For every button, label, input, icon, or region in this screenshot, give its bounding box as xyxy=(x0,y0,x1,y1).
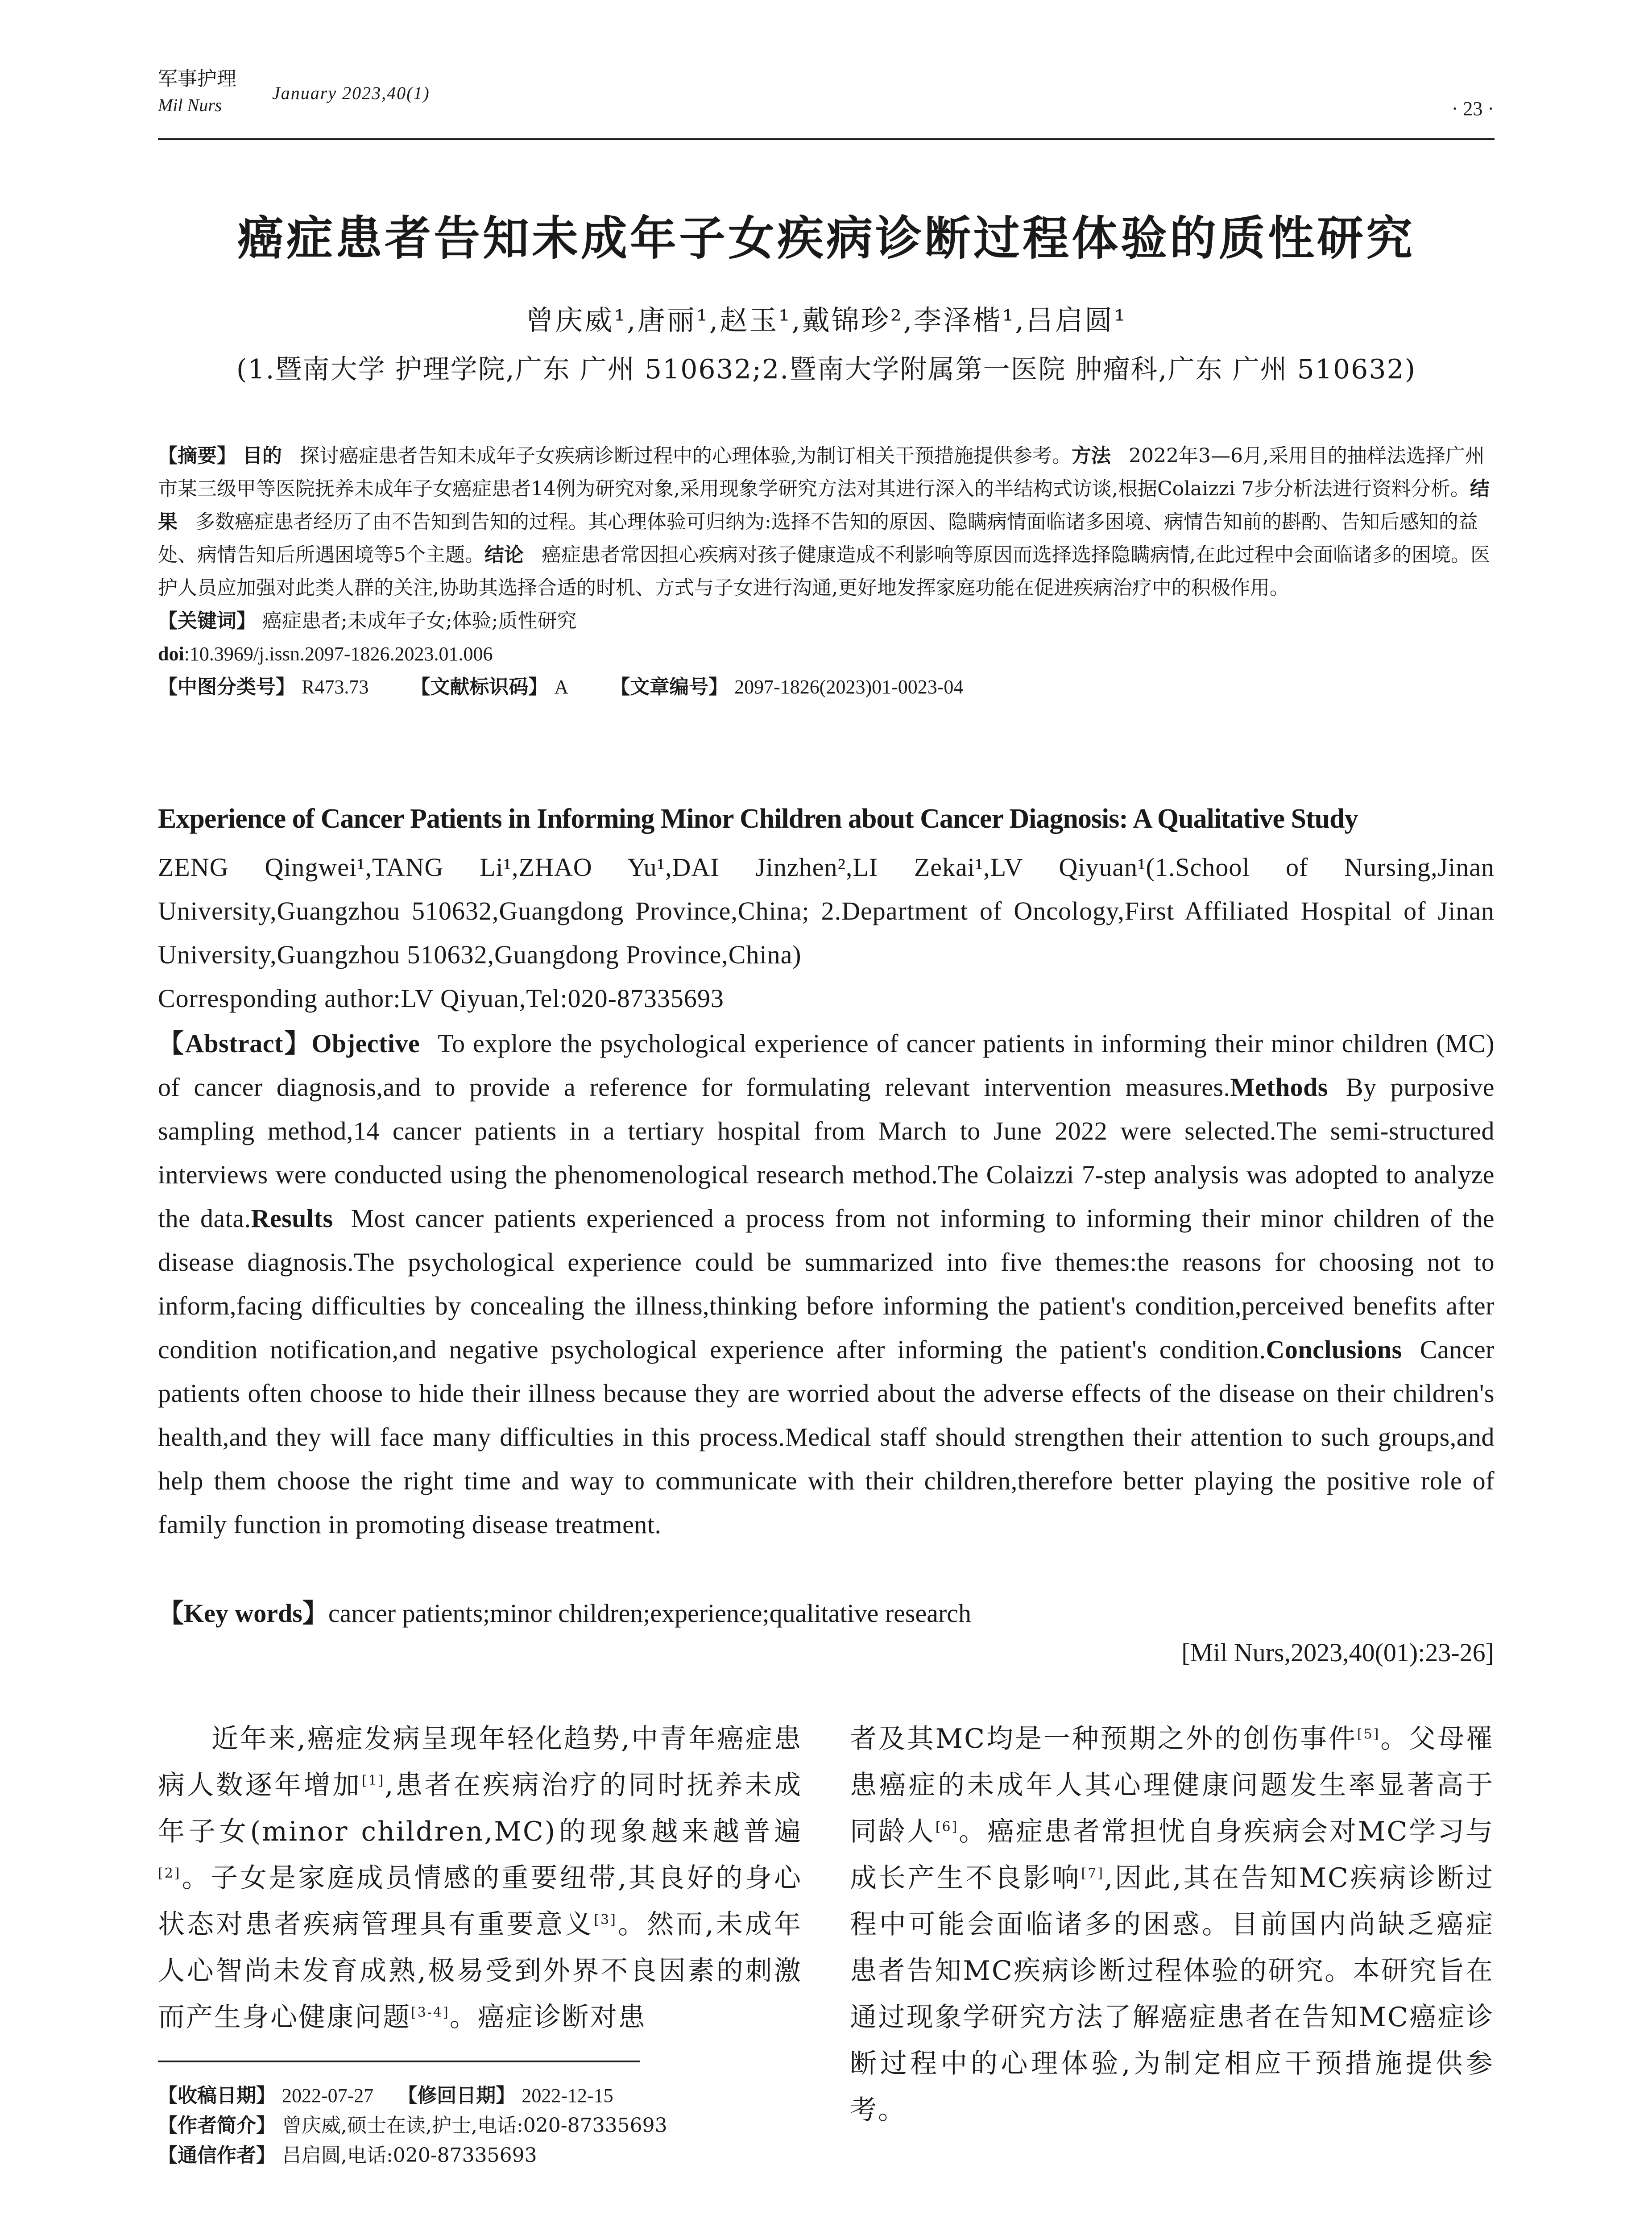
reference-link[interactable]: [7] xyxy=(1081,1866,1104,1881)
corresponding-author: Corresponding author:LV Qiyuan,Tel:020-87335693 xyxy=(158,984,724,1013)
body-text: ,患者在疾病治疗的同时抚养未成年子女(minor children,MC)的现象越来越普遍 xyxy=(158,1770,802,1847)
clc-label: 【中图分类号】 xyxy=(158,676,295,698)
doc-code-value: A xyxy=(554,676,569,698)
body-text: 。然而,未成年人心智尚未发育成熟,极易受到外界不良因素的刺激而产生身心健康问题 xyxy=(158,1909,803,2033)
reference-link[interactable]: [2] xyxy=(158,1866,181,1881)
abstract-cn-label: 【摘要】 xyxy=(158,444,236,467)
keywords-en-label: 【Key words】 xyxy=(158,1599,328,1628)
footnote-dates xyxy=(158,2079,872,2108)
objective-en-label: Objective xyxy=(311,1029,420,1058)
revised-label: 【修回日期】 xyxy=(397,2084,516,2107)
footnote-rule xyxy=(158,2061,640,2062)
body-column-left xyxy=(158,1716,802,2040)
english-title: Experience of Cancer Patients in Informing Minor Children about Cancer Diagnosis: A Qualitative Study xyxy=(158,804,1358,834)
revised-date: 2022-12-15 xyxy=(522,2085,613,2107)
objective-label: 目的 xyxy=(243,444,282,467)
journal-name-cn: 军事护理 xyxy=(158,67,236,90)
english-abstract xyxy=(158,1022,1495,1547)
received-date: 2022-07-27 xyxy=(282,2085,374,2107)
author-bio: 曾庆威,硕士在读,护士,电话:020-87335693 xyxy=(282,2114,667,2137)
body-text: 近年来,癌症发病呈现年轻化趋势,中青年癌症患病人数逐年增加 xyxy=(158,1723,802,1801)
body-text: 。癌症诊断对患 xyxy=(449,2002,646,2033)
methods-label: 方法 xyxy=(1071,444,1111,467)
keywords-cn-label: 【关键词】 xyxy=(158,610,256,632)
doc-code-label: 【文献标识码】 xyxy=(410,676,548,698)
body-column-right xyxy=(850,1716,1494,2133)
results-label: 结果 xyxy=(158,477,1490,533)
journal-name-en: Mil Nurs xyxy=(158,95,222,115)
footnote-corresponding xyxy=(158,2139,872,2168)
body-text: 。癌症患者常担忧自身疾病会对MC学习与成长产生不良影响 xyxy=(850,1816,1495,1894)
conclusion-label: 结论 xyxy=(484,543,524,566)
page-number: · 23 · xyxy=(1451,98,1494,120)
header-rule xyxy=(158,138,1495,140)
english-authors-text: ZENG Qingwei¹,TANG Li¹,ZHAO Yu¹,DAI Jinzhen²,LI Zekai¹,LV Qiyuan¹(1.School of Nursing,Jinan University,Guangzhou 510632,Guangdong Province,China; 2.Department of Oncology,First Affiliated Hospital of Jinan University,Guangzhou 510632,Guangdong Province,China) xyxy=(158,853,1495,969)
methods-en-label: Methods xyxy=(1230,1073,1328,1102)
conclusions-en-label: Conclusions xyxy=(1266,1335,1402,1364)
received-label: 【收稿日期】 xyxy=(158,2084,276,2107)
corresponding-info: 吕启圆,电话:020-87335693 xyxy=(282,2144,537,2167)
reference-link[interactable]: [3-4] xyxy=(411,2005,450,2020)
objective-text: 探讨癌症患者告知未成年子女疾病诊断过程中的心理体验,为制订相关干预措施提供参考。 xyxy=(300,444,1072,467)
reference-link[interactable]: [3] xyxy=(594,1912,617,1928)
doi-line xyxy=(158,638,1495,671)
reference-link[interactable]: [6] xyxy=(935,1819,959,1835)
reference-link[interactable]: [1] xyxy=(361,1773,385,1788)
author-bio-label: 【作者简介】 xyxy=(158,2114,276,2137)
clc-value: R473.73 xyxy=(302,676,369,698)
results-en-label: Results xyxy=(251,1204,333,1233)
abstract-cn-paragraph xyxy=(158,440,1495,605)
affiliations-cn: (1.暨南大学 护理学院,广东 广州 510632;2.暨南大学附属第一医院 肿瘤科,广东 广州 510632) xyxy=(236,354,1416,385)
doi-label: doi xyxy=(158,643,184,665)
objective-en-text: To explore the psychological experience of cancer patients in informing their minor children (MC) of cancer diagnosis,and to provide a reference for formulating relevant intervention measures. xyxy=(158,1029,1495,1102)
footnote-author xyxy=(158,2109,872,2138)
abstract-en-label: 【Abstract】 xyxy=(158,1029,312,1058)
results-text: 多数癌症患者经历了由不告知到告知的过程。其心理体验可归纳为:选择不告知的原因、隐瞒病情面临诸多困境、病情告知前的斟酌、告知后感知的益处、病情告知后所遇困境等5个主题。 xyxy=(158,510,1478,566)
issue-info: January 2023,40(1) xyxy=(272,83,430,103)
keywords-cn xyxy=(158,605,1495,638)
english-authors xyxy=(158,846,1495,1020)
body-text: ,因此,其在告知MC疾病诊断过程中可能会面临诸多的困惑。目前国内尚缺乏癌症患者告知MC疾病诊断过程体验的研究。本研究旨在通过现象学研究方法了解癌症患者在告知MC癌症诊断过程中的心理体验,为制定相应干预措施提供参考。 xyxy=(850,1862,1494,2126)
article-no-label: 【文章编号】 xyxy=(610,676,729,698)
conclusion-text: 癌症患者常因担心疾病对孩子健康造成不利影响等原因而选择选择隐瞒病情,在此过程中会面临诸多的困境。医护人员应加强对此类人群的关注,协助其选择合适的时机、方式与子女进行沟通,更好地发挥家庭功能在促进疾病治疗中的积极作用。 xyxy=(158,543,1490,599)
methods-text: 2022年3—6月,采用目的抽样法选择广州市某三级甲等医院抚养未成年子女癌症患者14例为研究对象,采用现象学研究方法对其进行深入的半结构式访谈,根据Colaizzi 7步分析法进行资料分析。 xyxy=(158,444,1485,500)
results-en-text: Most cancer patients experienced a process from not informing to informing their minor children of the disease diagnosis.The psychological experience could be summarized into five themes:the reasons for choosing not to inform,facing difficulties by concealing the illness,thinking before informing the patient's condition,perceived benefits after condition notification,and negative psychological experience after informing the patient's condition. xyxy=(158,1204,1495,1364)
body-text: 。父母罹患癌症的未成年人其心理健康问题发生率显著高于同龄人 xyxy=(850,1723,1495,1847)
body-text: 。子女是家庭成员情感的重要纽带,其良好的身心状态对患者疾病管理具有重要意义 xyxy=(158,1862,802,1940)
citation: [Mil Nurs,2023,40(01):23-26] xyxy=(1181,1638,1494,1667)
methods-en-text: By purposive sampling method,14 cancer patients in a tertiary hospital from March to June 2022 were selected.The semi-structured interviews were conducted using the phenomenological research method.The Colaizzi 7-step analysis was adopted to analyze the data. xyxy=(158,1073,1495,1233)
doi-link[interactable]: :10.3969/j.issn.2097-1826.2023.01.006 xyxy=(184,643,493,665)
keywords-cn-text: 癌症患者;未成年子女;体验;质性研究 xyxy=(262,610,577,632)
abstract-cn xyxy=(158,440,1495,704)
english-keywords xyxy=(158,1592,1495,1630)
paper-title: 癌症患者告知未成年子女疾病诊断过程体验的质性研究 xyxy=(237,211,1415,265)
authors-cn: 曾庆威¹,唐丽¹,赵玉¹,戴锦珍²,李泽楷¹,吕启圆¹ xyxy=(526,304,1127,336)
keywords-en-text: cancer patients;minor children;experience;qualitative research xyxy=(328,1599,972,1628)
reference-link[interactable]: [5] xyxy=(1357,1726,1380,1742)
corresponding-label: 【通信作者】 xyxy=(158,2144,276,2167)
article-no-value: 2097-1826(2023)01-0023-04 xyxy=(734,676,964,698)
conclusions-en-text: Cancer patients often choose to hide their illness because they are worried about the adverse effects of the disease on their children's health,and they will face many difficulties in this process.Medical staff should strengthen their attention to such groups,and help them choose the right time and way to communicate with their children,therefore better playing the positive role of family function in promoting disease treatment. xyxy=(158,1335,1495,1539)
classification-line xyxy=(158,671,1495,704)
body-text: 者及其MC均是一种预期之外的创伤事件 xyxy=(850,1723,1357,1754)
